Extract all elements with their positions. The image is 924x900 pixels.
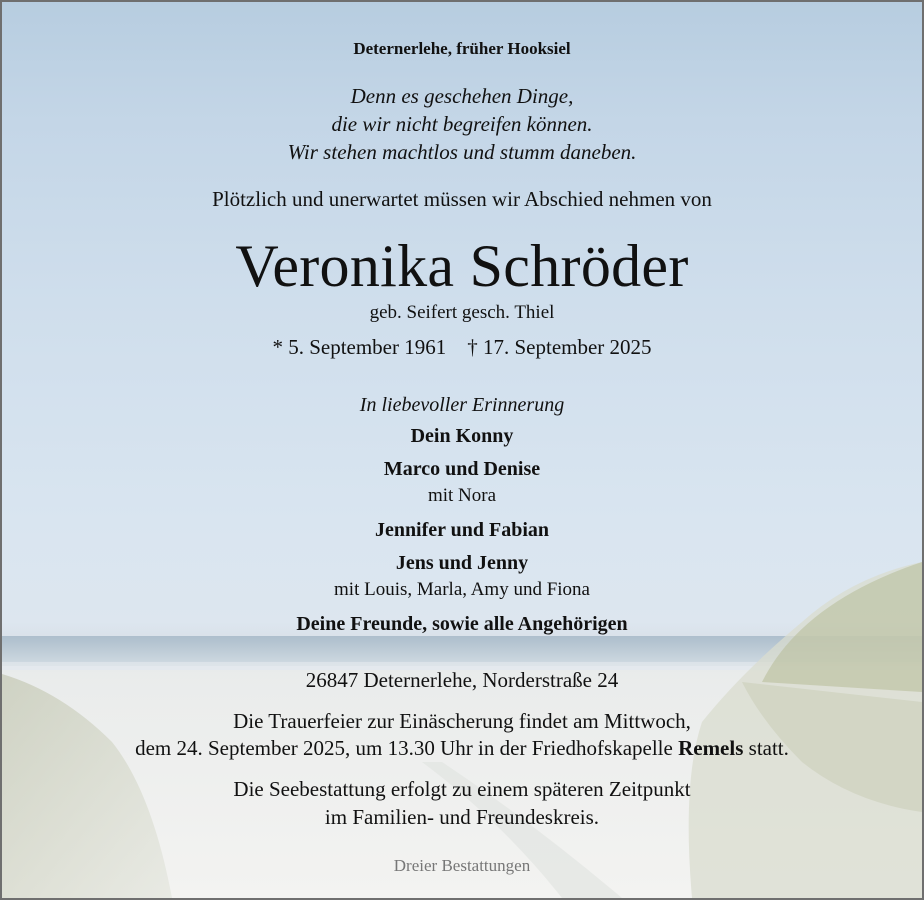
ceremony-place: Remels bbox=[678, 736, 744, 760]
mourner-children: mit Louis, Marla, Amy und Fiona bbox=[334, 579, 590, 600]
burial-line-2: im Familien- und Freundeskreis. bbox=[324, 805, 600, 829]
verse-line-2: die wir nicht begreifen können. bbox=[331, 112, 593, 136]
intro-text: Plötzlich und unerwartet müssen wir Abschied nehmen von bbox=[212, 187, 712, 211]
ceremony-date-time: dem 24. September 2025, um 13.30 Uhr in der Friedhofskapelle bbox=[135, 736, 679, 760]
burial-line-1: Die Seebestattung erfolgt zu einem späteren Zeitpunkt bbox=[233, 777, 691, 801]
remembrance-heading: In liebevoller Erinnerung bbox=[359, 394, 565, 416]
ceremony-line-2 bbox=[2, 736, 922, 761]
undertaker-name: Dreier Bestattungen bbox=[393, 856, 531, 875]
location-line: Deternerlehe, früher Hooksiel bbox=[353, 39, 571, 58]
mourner-friends-relatives: Deine Freunde, sowie alle Angehörigen bbox=[296, 613, 628, 635]
life-dates: * 5. September 1961 † 17. September 2025 bbox=[272, 335, 652, 359]
deceased-name: Veronika Schröder bbox=[235, 233, 689, 299]
ceremony-end: statt. bbox=[743, 736, 789, 760]
verse-line-3: Wir stehen machtlos und stumm daneben. bbox=[287, 140, 637, 164]
ceremony-line-1: Die Trauerfeier zur Einäscherung findet am Mittwoch, bbox=[233, 709, 691, 733]
mourner-marco-denise: Marco und Denise bbox=[383, 458, 541, 480]
mourner-jens-jenny: Jens und Jenny bbox=[395, 552, 529, 574]
address-line: 26847 Deternerlehe, Norderstraße 24 bbox=[305, 668, 619, 692]
mourner-nora: mit Nora bbox=[427, 485, 497, 506]
maiden-names: geb. Seifert gesch. Thiel bbox=[369, 302, 555, 323]
mourner-jennifer-fabian: Jennifer und Fabian bbox=[374, 519, 550, 541]
mourner-konny: Dein Konny bbox=[410, 425, 514, 447]
verse-line-1: Denn es geschehen Dinge, bbox=[350, 84, 574, 108]
